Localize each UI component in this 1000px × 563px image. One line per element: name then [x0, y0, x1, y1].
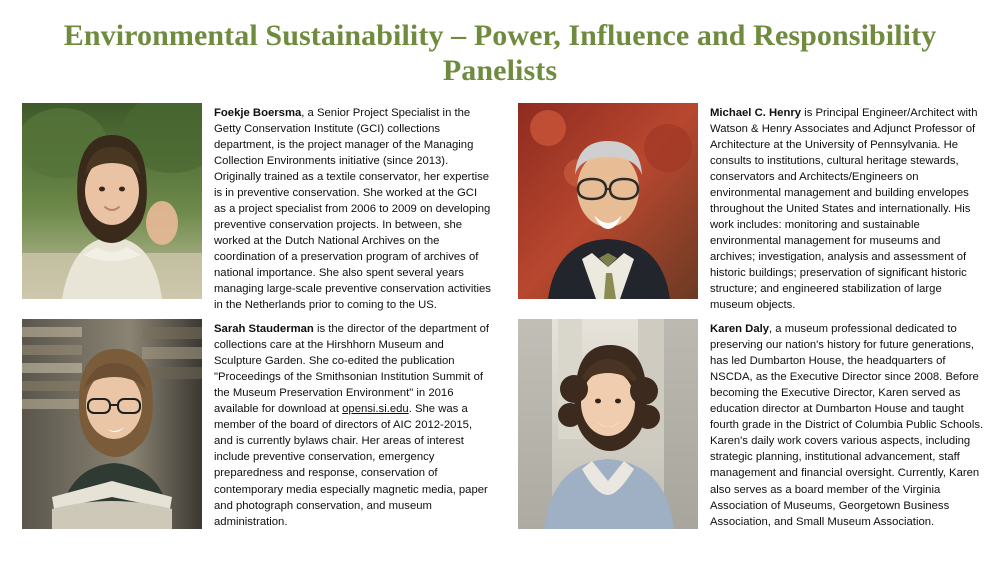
panelist-card — [510, 103, 1000, 313]
panelist-card — [14, 103, 504, 313]
panelist-name: Sarah Stauderman — [214, 323, 314, 336]
panelist-card — [14, 319, 504, 529]
page-title — [20, 18, 980, 89]
panelist-bio — [710, 319, 988, 529]
panelist-bio — [214, 103, 492, 313]
opensi-link[interactable]: opensi.si.edu — [342, 403, 409, 416]
panelist-card — [510, 319, 1000, 529]
panelist-name: Karen Daly — [710, 323, 770, 336]
panelist-bio — [710, 103, 988, 313]
panelists-grid — [14, 103, 986, 530]
portrait-michael-c-henry — [518, 103, 698, 299]
panelist-bio-text-part1: is the director of the department of collections care at the Hirshhorn Museum and Sculpture Garden. She co-edited the publication "Proceedings of the Smithsonian Institution Summit of the Museum Preservation Environment" in 2016 available for download at — [214, 323, 490, 416]
panelist-bio-text-part2: . She was a member of the board of directors of AIC 2012-2015, and is currently bylaws chair. Her areas of interest include preventive conservation, emergency preparedness and response, conservation of contemporary media especially magnetic media, paper and photograph conservation, and museum administration. — [214, 403, 488, 528]
panelist-name: Foekje Boersma — [214, 106, 302, 119]
portrait-karen-daly — [518, 319, 698, 529]
title-line-2: Panelists — [442, 54, 558, 88]
panelist-bio-text: , a museum professional dedicated to preserving our nation's history for future generations, has led Dumbarton House, the headquarters of NSCDA, as the Executive Director since 2008. Before becoming the Executive Director, Karen served as education director at Dumbarton House and taught fourth grade in the District of Columbia Public Schools. Karen's daily work covers various aspects, including strategic planning, institutional advancement, staff management and financial oversight. Currently, Karen also serves as a board member of the Virginia Association of Museums, Georgetown Business Association, and Small Museum Association. — [710, 323, 984, 528]
portrait-foekje-boersma — [22, 103, 202, 299]
panelist-bio-text: is Principal Engineer/Architect with Watson & Henry Associates and Adjunct Professor of Architecture at the University of Pennsylvania. He consults to institutions, cultural heritage stewards, conservators and Architects/Engineers on environmental management and building envelopes throughout the United States and internationally. His work includes: monitoring and sustainable environmental management for museums and archives; investigation, analysis and assessment of historic buildings; preservation of significant historic structure; and engineered stabilization of large museum objects. — [710, 106, 978, 312]
title-line-1: Environmental Sustainability – Power, Influence and Responsibility — [63, 19, 937, 52]
panelist-name: Michael C. Henry — [710, 106, 802, 119]
portrait-sarah-stauderman — [22, 319, 202, 529]
panelist-bio-text: , a Senior Project Specialist in the Getty Conservation Institute (GCI) collections department, is the project manager of the Managing Collection Environments initiative (since 2013). Originally trained as a textile conservator, her expertise is in preventive conservation. She worked at the GCI as a project specialist from 2006 to 2009 on developing preventive conservation projects. In between, she worked at the Dutch National Archives on the coordination of a preservation program of archives of national importance. She also spent several years managing large-scale preventive conservation activities in the Netherlands prior to coming to the US. — [214, 106, 491, 312]
panelist-bio — [214, 319, 492, 529]
